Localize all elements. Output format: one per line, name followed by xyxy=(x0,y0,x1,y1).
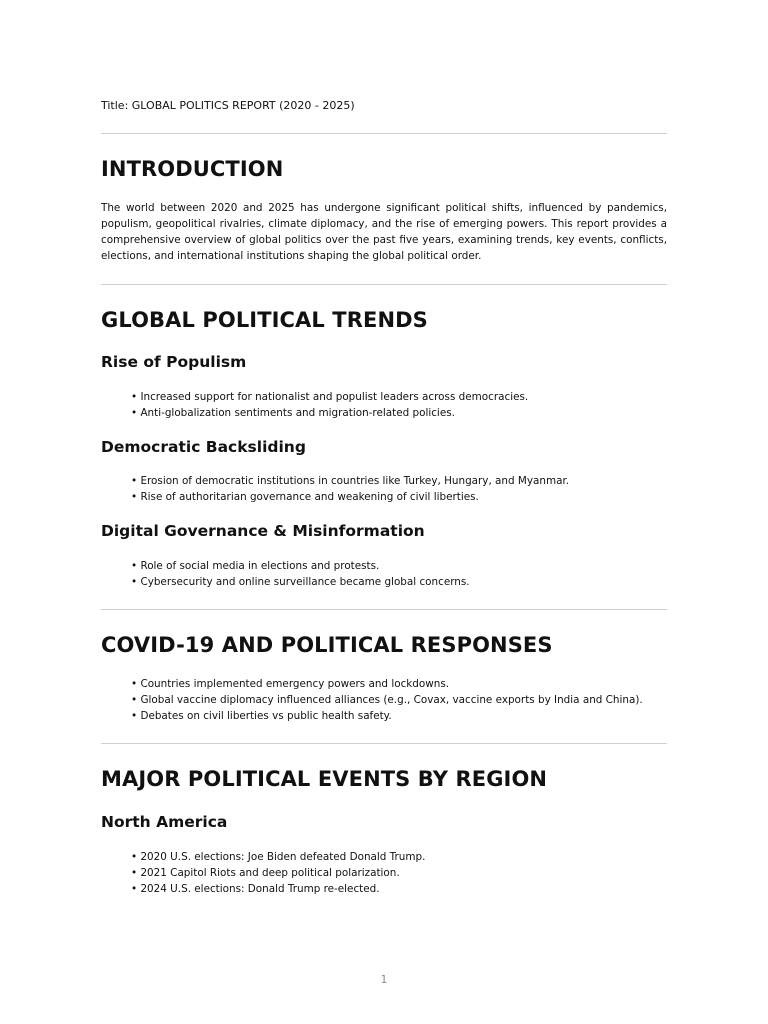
trends-heading: GLOBAL POLITICAL TRENDS xyxy=(101,308,428,332)
list-item: • Erosion of democratic institutions in countries like Turkey, Hungary, and Myanmar. xyxy=(131,473,569,489)
covid-heading: COVID-19 AND POLITICAL RESPONSES xyxy=(101,633,553,657)
list-item: • Increased support for nationalist and populist leaders across democracies. xyxy=(131,389,528,405)
list-item: • Anti-globalization sentiments and migration-related policies. xyxy=(131,405,528,421)
list-item: • Global vaccine diplomacy influenced alliances (e.g., Covax, vaccine exports by India and China). xyxy=(131,692,643,708)
section-divider xyxy=(101,133,667,134)
list-item: • 2021 Capitol Riots and deep political polarization. xyxy=(131,865,425,881)
list-item: • 2020 U.S. elections: Joe Biden defeated Donald Trump. xyxy=(131,849,425,865)
events-heading: MAJOR POLITICAL EVENTS BY REGION xyxy=(101,767,548,791)
north-america-subheading: North America xyxy=(101,813,228,831)
backsliding-subheading: Democratic Backsliding xyxy=(101,438,306,456)
populism-subheading: Rise of Populism xyxy=(101,353,247,371)
page-number: 1 xyxy=(380,974,388,986)
north-america-list xyxy=(131,849,425,897)
list-item: • Rise of authoritarian governance and weakening of civil liberties. xyxy=(131,489,569,505)
introduction-heading: INTRODUCTION xyxy=(101,157,284,181)
covid-list xyxy=(131,676,643,724)
digital-governance-list xyxy=(131,558,470,590)
list-item: • Countries implemented emergency powers and lockdowns. xyxy=(131,676,643,692)
digital-governance-subheading: Digital Governance & Misinformation xyxy=(101,522,425,540)
backsliding-list xyxy=(131,473,569,505)
populism-list xyxy=(131,389,528,421)
section-divider xyxy=(101,743,667,744)
list-item: • Debates on civil liberties vs public health safety. xyxy=(131,708,643,724)
section-divider xyxy=(101,284,667,285)
list-item: • Role of social media in elections and protests. xyxy=(131,558,470,574)
section-divider xyxy=(101,609,667,610)
document-title: Title: GLOBAL POLITICS REPORT (2020 - 2025) xyxy=(101,99,355,112)
list-item: • Cybersecurity and online surveillance became global concerns. xyxy=(131,574,470,590)
introduction-paragraph: The world between 2020 and 2025 has undergone significant political shifts, influenced by pandemics, populism, geopolitical rivalries, climate diplomacy, and the rise of emerging powers. This report provides a comprehensive overview of global politics over the past five years, examining trends, key events, conflicts, elections, and international institutions shaping the global political order. xyxy=(101,202,667,262)
list-item: • 2024 U.S. elections: Donald Trump re-elected. xyxy=(131,881,425,897)
